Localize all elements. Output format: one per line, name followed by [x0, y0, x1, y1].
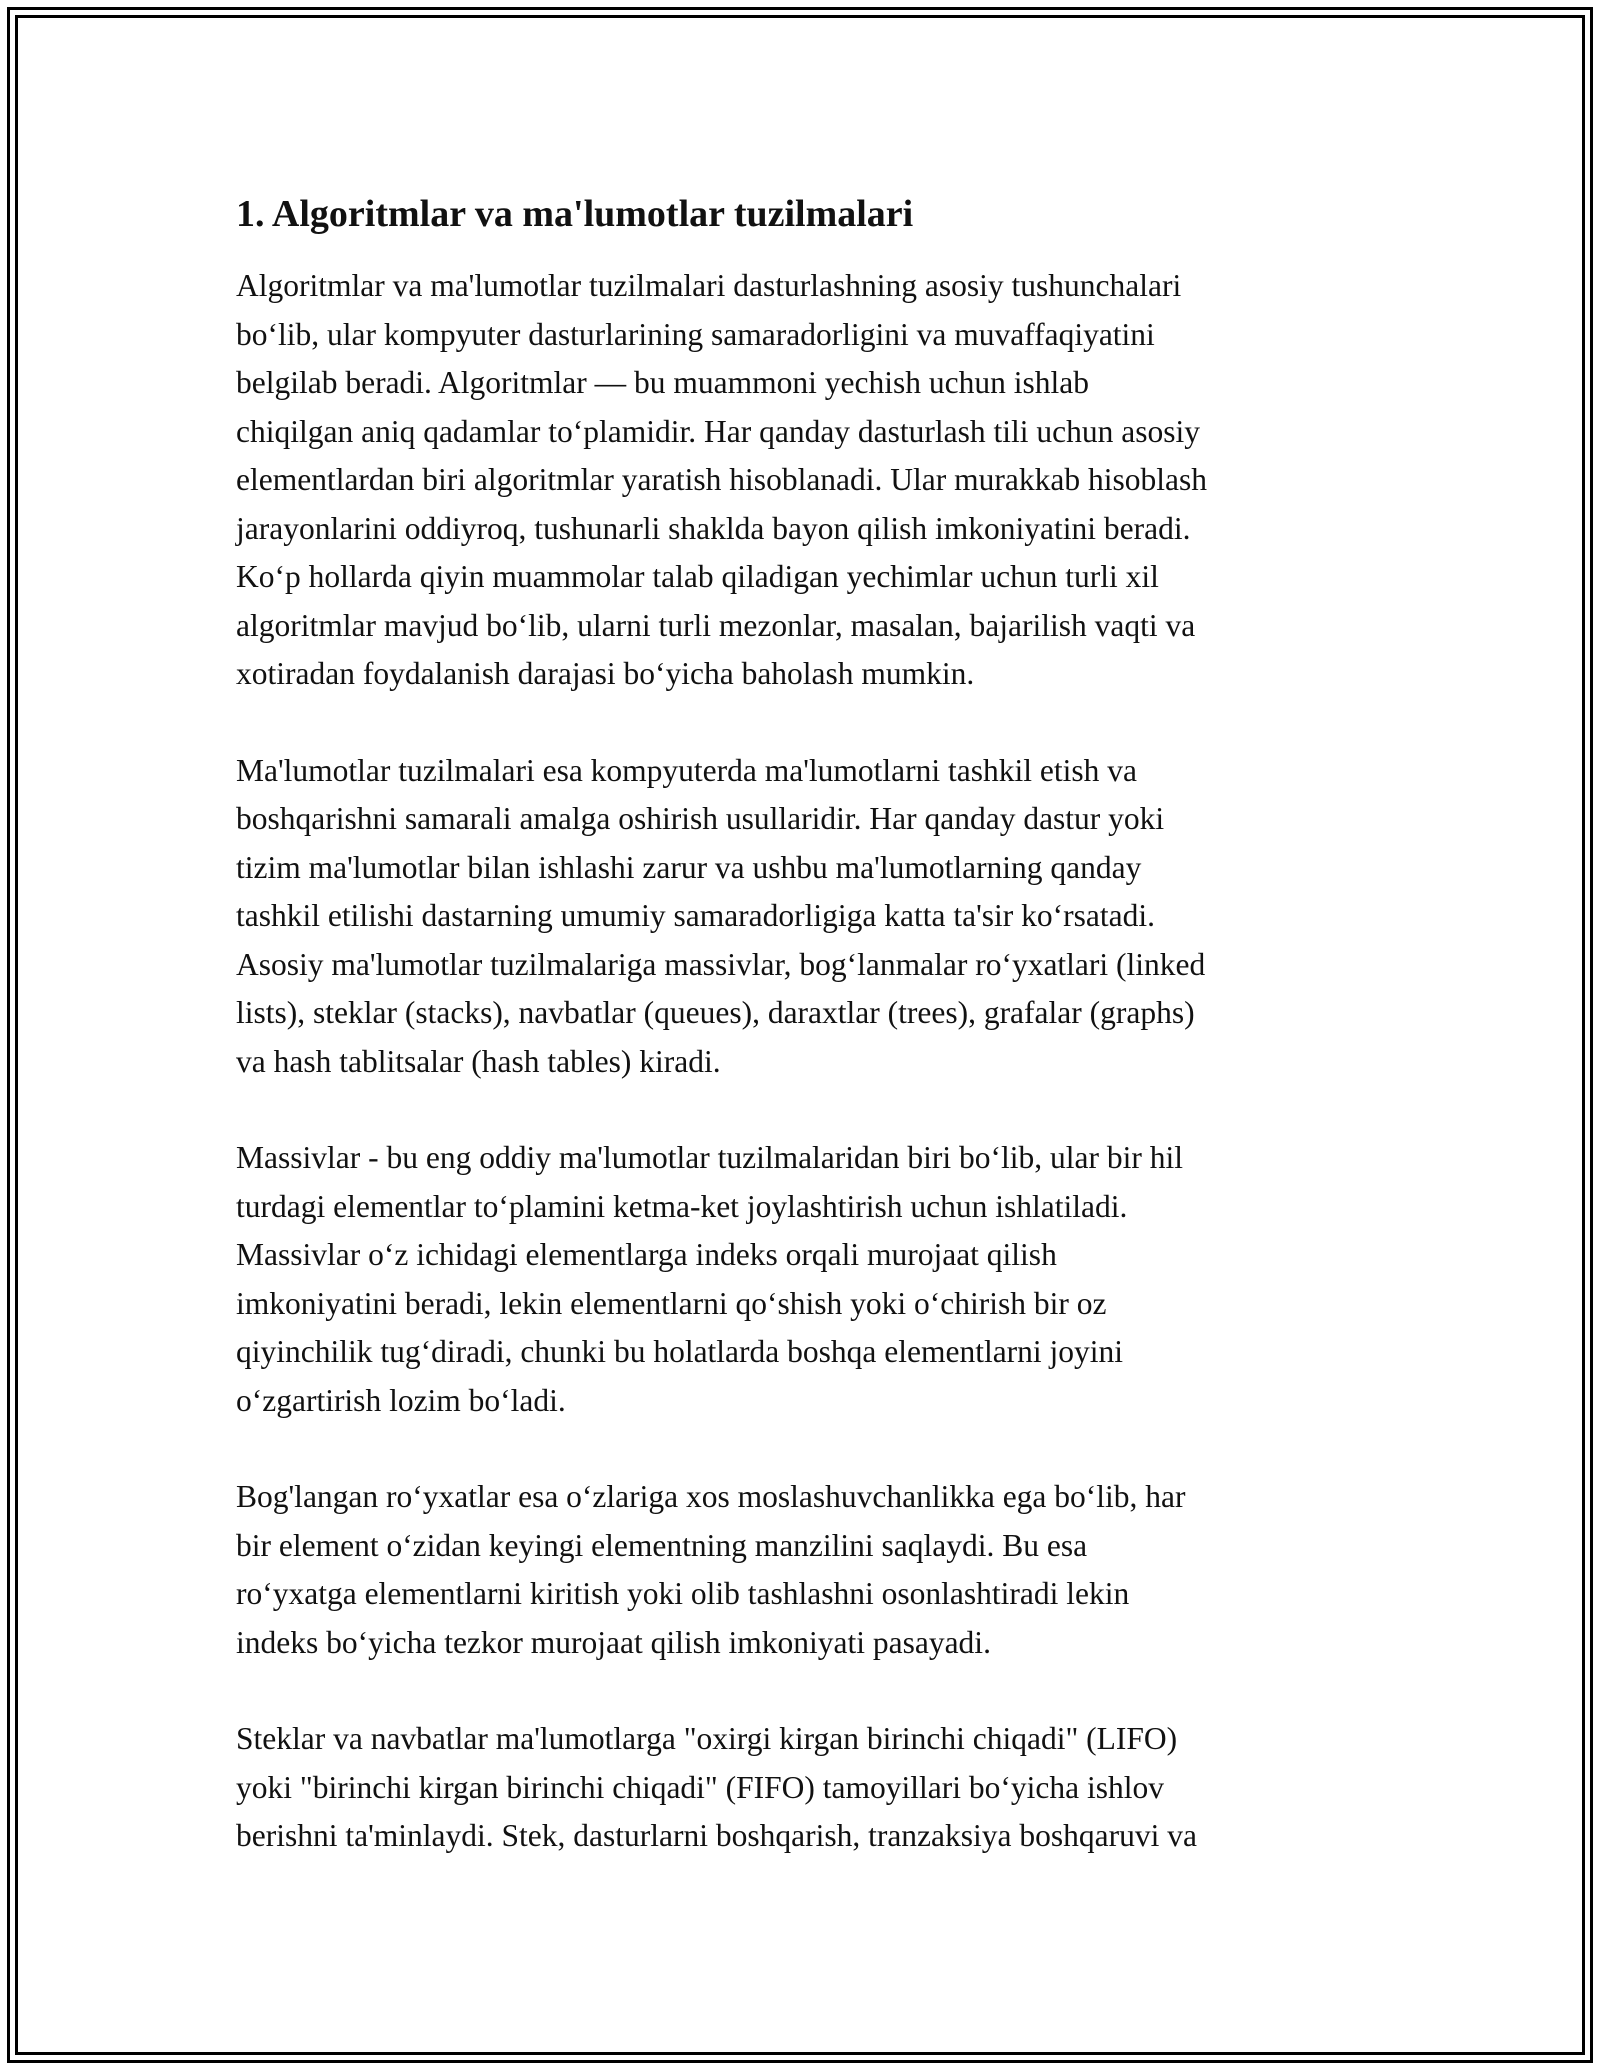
text-line: bir element o‘zidan keyingi elementning manzilini saqlaydi. Bu esa: [236, 1527, 1088, 1563]
text-line: Ma'lumotlar tuzilmalari esa kompyuterda ma'lumotlarni tashkil etish va: [236, 752, 1137, 788]
text-line: yoki "birinchi kirgan birinchi chiqadi" (FIFO) tamoyillari bo‘yicha ishlov: [236, 1769, 1164, 1805]
text-line: Massivlar o‘z ichidagi elementlarga indeks orqali murojaat qilish: [236, 1237, 1057, 1272]
paragraph-algorithms: [236, 262, 1376, 699]
document-body: [236, 186, 1376, 1909]
text-line: ro‘yxatga elementlarni kiritish yoki olib tashlashni osonlashtiradi lekin: [236, 1576, 1130, 1611]
text-line: chiqilgan aniq qadamlar to‘plamidir. Har qanday dasturlash tili uchun asosiy: [236, 413, 1201, 449]
paragraph-arrays: [236, 1134, 1376, 1425]
paragraph-stacks-queues: [236, 1715, 1376, 1861]
text-line: o‘zgartirish lozim bo‘ladi.: [236, 1382, 566, 1418]
text-line: algoritmlar mavjud bo‘lib, ularni turli mezonlar, masalan, bajarilish vaqti va: [236, 607, 1196, 643]
text-line: imkoniyatini beradi, lekin elementlarni qo‘shish yoki o‘chirish bir oz: [236, 1285, 1107, 1321]
text-line: xotiradan foydalanish darajasi bo‘yicha baholash mumkin.: [236, 656, 975, 691]
text-line: Asosiy ma'lumotlar tuzilmalariga massivlar, bog‘lanmalar ro‘yxatlari (linked: [236, 946, 1206, 982]
text-line: Steklar va navbatlar ma'lumotlarga "oxirgi kirgan birinchi chiqadi" (LIFO): [236, 1721, 1178, 1756]
text-line: indeks bo‘yicha tezkor murojaat qilish imkoniyati pasayadi.: [236, 1624, 991, 1660]
text-line: qiyinchilik tug‘diradi, chunki bu holatlarda boshqa elementlarni joyini: [236, 1334, 1124, 1369]
text-line: Ko‘p hollarda qiyin muammolar talab qiladigan yechimlar uchun turli xil: [236, 559, 1159, 594]
text-line: va hash tablitsalar (hash tables) kiradi.: [236, 1043, 721, 1079]
text-line: tizim ma'lumotlar bilan ishlashi zarur va ushbu ma'lumotlarning qanday: [236, 849, 1142, 885]
text-line: tashkil etilishi dastarning umumiy samaradorligiga katta ta'sir ko‘rsatadi.: [236, 898, 1155, 933]
text-line: Massivlar - bu eng oddiy ma'lumotlar tuzilmalaridan biri bo‘lib, ular bir hil: [236, 1140, 1183, 1175]
paragraph-linked-lists: [236, 1473, 1376, 1667]
text-line: elementlardan biri algoritmlar yaratish hisoblanadi. Ular murakkab hisoblash: [236, 462, 1207, 497]
text-line: berishni ta'minlaydi. Stek, dasturlarni boshqarish, tranzaksiya boshqaruvi va: [236, 1818, 1197, 1853]
text-line: Algoritmlar va ma'lumotlar tuzilmalari dasturlashning asosiy tushunchalari: [236, 268, 1182, 303]
section-heading: 1. Algoritmlar va ma'lumotlar tuzilmalari: [236, 193, 914, 235]
text-line: jarayonlarini oddiyroq, tushunarli shakldа bayon qilish imkoniyatini beradi.: [236, 510, 1191, 546]
text-line: Bog'langan ro‘yxatlar esa o‘zlariga xos moslashuvchanlikka ega bo‘lib, har: [236, 1479, 1186, 1514]
text-line: boshqarishni samarali amalga oshirish usullaridir. Har qanday dastur yoki: [236, 801, 1165, 836]
text-line: lists), steklar (stacks), navbatlar (queues), daraxtlar (trees), grafalar (graphs): [236, 995, 1195, 1030]
text-line: turdagi elementlar to‘plamini ketma-ket joylashtirish uchun ishlatiladi.: [236, 1188, 1128, 1224]
paragraph-data-structures: [236, 747, 1376, 1087]
text-line: bo‘lib, ular kompyuter dasturlarining samaradorligini va muvaffaqiyatini: [236, 316, 1155, 352]
text-line: belgilab beradi. Algoritmlar — bu muammoni yechish uchun ishlab: [236, 365, 1089, 400]
